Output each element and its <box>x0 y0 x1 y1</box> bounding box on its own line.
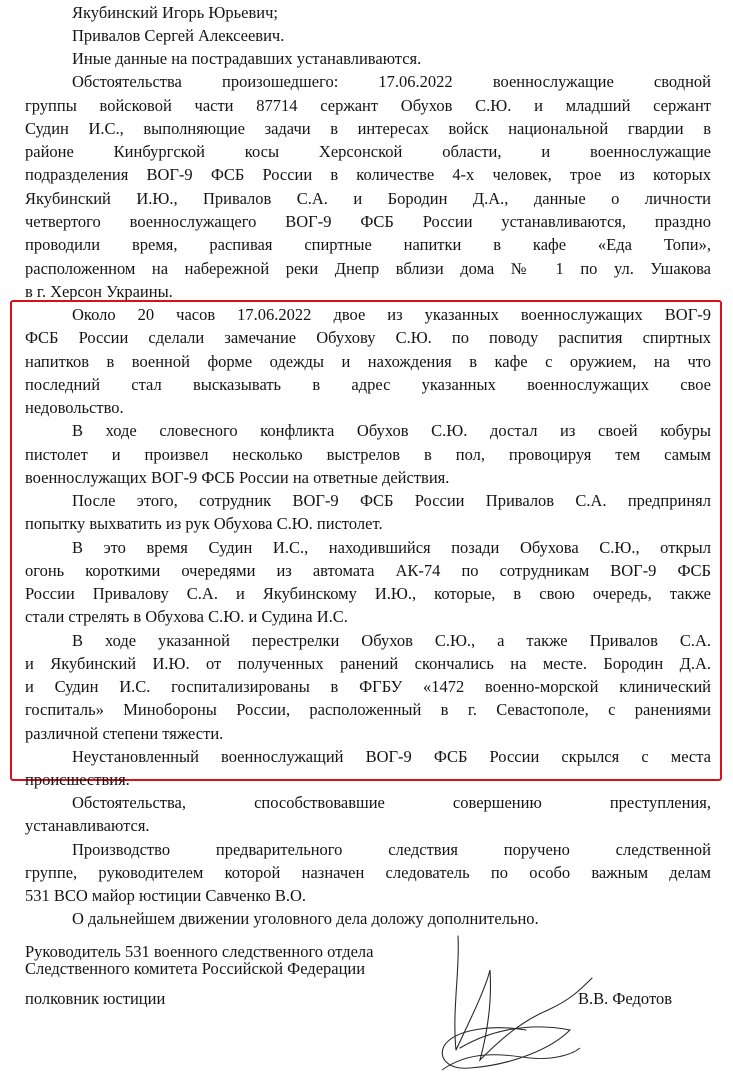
text-line: Якубинский Игорь Юрьевич; <box>72 3 278 22</box>
text-line: В ходе словесного конфликта Обухов С.Ю. достал из своей кобуры <box>72 421 711 440</box>
signatory-name: В.В. Федотов <box>578 989 672 1008</box>
text-line: четвертого военнослужащего ВОГ-9 ФСБ России устанавливаются, праздно <box>25 212 711 231</box>
text-line: О дальнейшем движении уголовного дела доложу дополнительно. <box>72 909 539 928</box>
handwritten-signature <box>430 930 600 1075</box>
text-line: Судин И.С., выполняющие задачи в интересах войск национальной гвардии в <box>25 119 711 138</box>
text-line: 531 ВСО майор юстиции Савченко В.О. <box>25 886 307 905</box>
text-line: подразделения ВОГ-9 ФСБ России в количестве 4-х человек, трое из которых <box>25 165 711 184</box>
text-line: группе, руководителем которой назначен следователь по особо важным делам <box>25 863 711 882</box>
text-line: происшествия. <box>25 770 130 789</box>
text-line: устанавливаются. <box>25 816 150 835</box>
text-line: Производство предварительного следствия поручено следственной <box>72 840 711 859</box>
text-line: Неустановленный военнослужащий ВОГ-9 ФСБ России скрылся с места <box>72 747 711 766</box>
signature-rank: полковник юстиции <box>25 989 166 1008</box>
text-line: В это время Судин И.С., находившийся позади Обухова С.Ю., открыл <box>72 538 711 557</box>
text-line: недовольство. <box>25 398 124 417</box>
text-line: Якубинский И.Ю., Привалов С.А. и Бородин Д.А., данные о личности <box>25 189 711 208</box>
text-line: напитков в военной форме одежды и нахождения в кафе с оружием, на что <box>25 352 711 371</box>
text-line: расположенном на набережной реки Днепр вблизи дома № 1 по ул. Ушакова <box>25 259 711 278</box>
text-line: Обстоятельства, способствовавшие совершению преступления, <box>72 793 711 812</box>
text-line: различной степени тяжести. <box>25 724 224 743</box>
text-line: Привалов Сергей Алексеевич. <box>72 26 285 45</box>
text-line: России Привалову С.А. и Якубинскому И.Ю., которые, в свою очередь, также <box>25 584 711 603</box>
text-line: пистолет и произвел несколько выстрелов в пол, провоцируя тем самым <box>25 445 711 464</box>
text-line: огонь короткими очередями из автомата АК-74 по сотрудникам ВОГ-9 ФСБ <box>25 561 711 580</box>
text-line: и Якубинский И.Ю. от полученных ранений скончались на месте. Бородин Д.А. <box>25 654 711 673</box>
text-line: Иные данные на пострадавших устанавливаются. <box>72 49 422 68</box>
text-line: стали стрелять в Обухова С.Ю. и Судина И.С. <box>25 607 348 626</box>
text-line: Около 20 часов 17.06.2022 двое из указанных военнослужащих ВОГ-9 <box>72 305 711 324</box>
text-line: В ходе указанной перестрелки Обухов С.Ю., а также Привалов С.А. <box>72 631 711 650</box>
text-line: в г. Херсон Украины. <box>25 282 173 301</box>
text-line: Обстоятельства произошедшего: 17.06.2022 военнослужащие сводной <box>72 72 711 91</box>
text-line: госпиталь» Минобороны России, расположенный в г. Севастополе, с ранениями <box>25 700 711 719</box>
text-line: ФСБ России сделали замечание Обухову С.Ю. по поводу распития спиртных <box>25 328 711 347</box>
text-line: военнослужащих ВОГ-9 ФСБ России на ответные действия. <box>25 468 450 487</box>
text-line: группы войсковой части 87714 сержант Обухов С.Ю. и младший сержант <box>25 96 711 115</box>
signature-title-line1: Руководитель 531 военного следственного отдела <box>25 942 374 961</box>
text-line: проводили время, распивая спиртные напитки в кафе «Еда Топи», <box>25 235 711 254</box>
text-line: и Судин И.С. госпитализированы в ФГБУ «1472 военно-морской клинический <box>25 677 711 696</box>
text-line: районе Кинбургской косы Херсонской области, и военнослужащие <box>25 142 711 161</box>
text-line: попытку выхватить из рук Обухова С.Ю. пистолет. <box>25 514 383 533</box>
text-line: После этого, сотрудник ВОГ-9 ФСБ России Привалов С.А. предпринял <box>72 491 711 510</box>
signature-title-line2: Следственного комитета Российской Федерации <box>25 959 366 978</box>
text-line: последний стал высказывать в адрес указанных военнослужащих свое <box>25 375 711 394</box>
